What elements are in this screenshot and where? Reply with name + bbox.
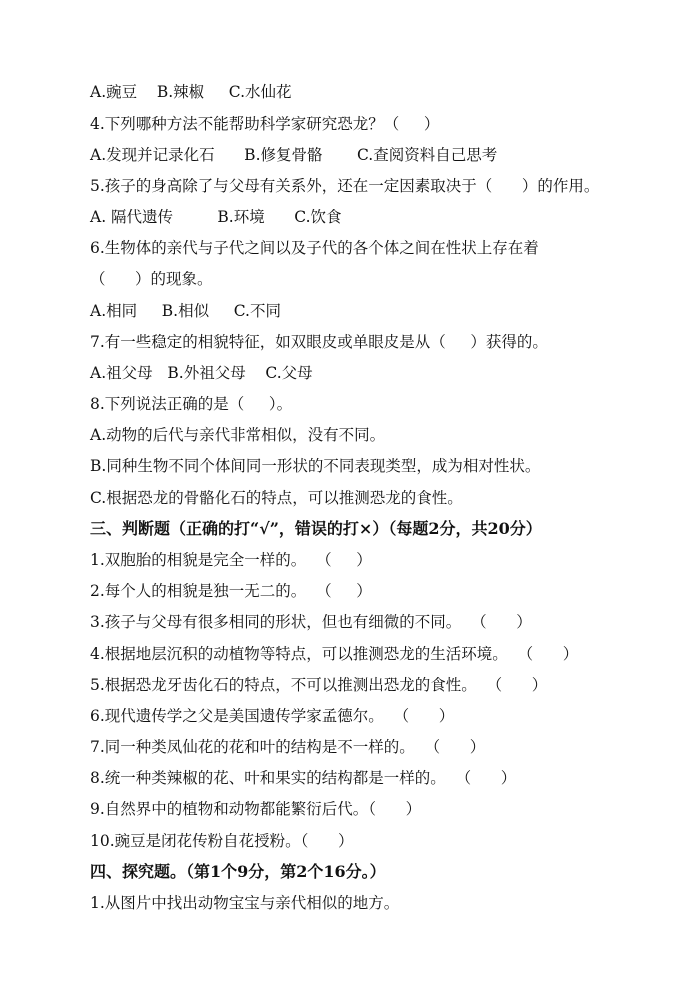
judge-item-4: 4.根据地层沉积的动植物等特点，可以推测恐龙的生活环境。 （ ） bbox=[90, 645, 579, 663]
judge-item-9: 9.自然界中的植物和动物都能繁衍后代。（ ） bbox=[90, 800, 422, 818]
q6-question-cont: （ ）的现象。 bbox=[90, 270, 213, 288]
q5-options: A. 隔代遗传 B.环境 C.饮食 bbox=[90, 208, 342, 226]
judge-item-10: 10.豌豆是闭花传粉自花授粉。（ ） bbox=[90, 832, 354, 850]
judge-item-1: 1.双胞胎的相貌是完全一样的。 （ ） bbox=[90, 551, 372, 569]
judge-item-2: 2.每个人的相貌是独一无二的。 （ ） bbox=[90, 582, 372, 600]
q4-question: 4.下列哪种方法不能帮助科学家研究恐龙？（ ） bbox=[90, 115, 440, 133]
q4-options: A.发现并记录化石 B.修复骨骼 C.查阅资料自己思考 bbox=[90, 146, 498, 164]
judge-item-3: 3.孩子与父母有很多相同的形状，但也有细微的不同。 （ ） bbox=[90, 613, 532, 631]
section-4-heading: 四、探究题。（第1个9分，第2个16分。） bbox=[90, 862, 386, 881]
q8-option-b: B.同种生物不同个体间同一形状的不同表现类型，成为相对性状。 bbox=[90, 457, 541, 475]
q8-option-c: C.根据恐龙的骨骼化石的特点，可以推测恐龙的食性。 bbox=[90, 489, 463, 507]
q8-option-a: A.动物的后代与亲代非常相似，没有不同。 bbox=[90, 426, 386, 444]
judge-item-7: 7.同一种类凤仙花的花和叶的结构是不一样的。 （ ） bbox=[90, 738, 486, 756]
q6-question: 6.生物体的亲代与子代之间以及子代的各个体之间在性状上存在着 bbox=[90, 239, 539, 257]
judge-item-5: 5.根据恐龙牙齿化石的特点，不可以推测出恐龙的食性。 （ ） bbox=[90, 676, 548, 694]
q3-options: A.豌豆 B.辣椒 C.水仙花 bbox=[90, 83, 292, 101]
judge-item-6: 6.现代遗传学之父是美国遗传学家孟德尔。 （ ） bbox=[90, 707, 455, 725]
q8-question: 8.下列说法正确的是（ ）。 bbox=[90, 395, 293, 413]
q5-question: 5.孩子的身高除了与父母有关系外，还在一定因素取决于（ ）的作用。 bbox=[90, 177, 600, 195]
q6-options: A.相同 B.相似 C.不同 bbox=[90, 302, 281, 320]
judge-item-8: 8.统一种类辣椒的花、叶和果实的结构都是一样的。 （ ） bbox=[90, 769, 517, 787]
q7-question: 7.有一些稳定的相貌特征，如双眼皮或单眼皮是从（ ）获得的。 bbox=[90, 333, 548, 351]
q7-options: A.祖父母 B.外祖父母 C.父母 bbox=[90, 364, 313, 382]
section-3-heading: 三、判断题（正确的打“√”，错误的打×）（每题2分，共20分） bbox=[90, 519, 542, 538]
explore-item-1: 1.从图片中找出动物宝宝与亲代相似的地方。 bbox=[90, 894, 400, 912]
